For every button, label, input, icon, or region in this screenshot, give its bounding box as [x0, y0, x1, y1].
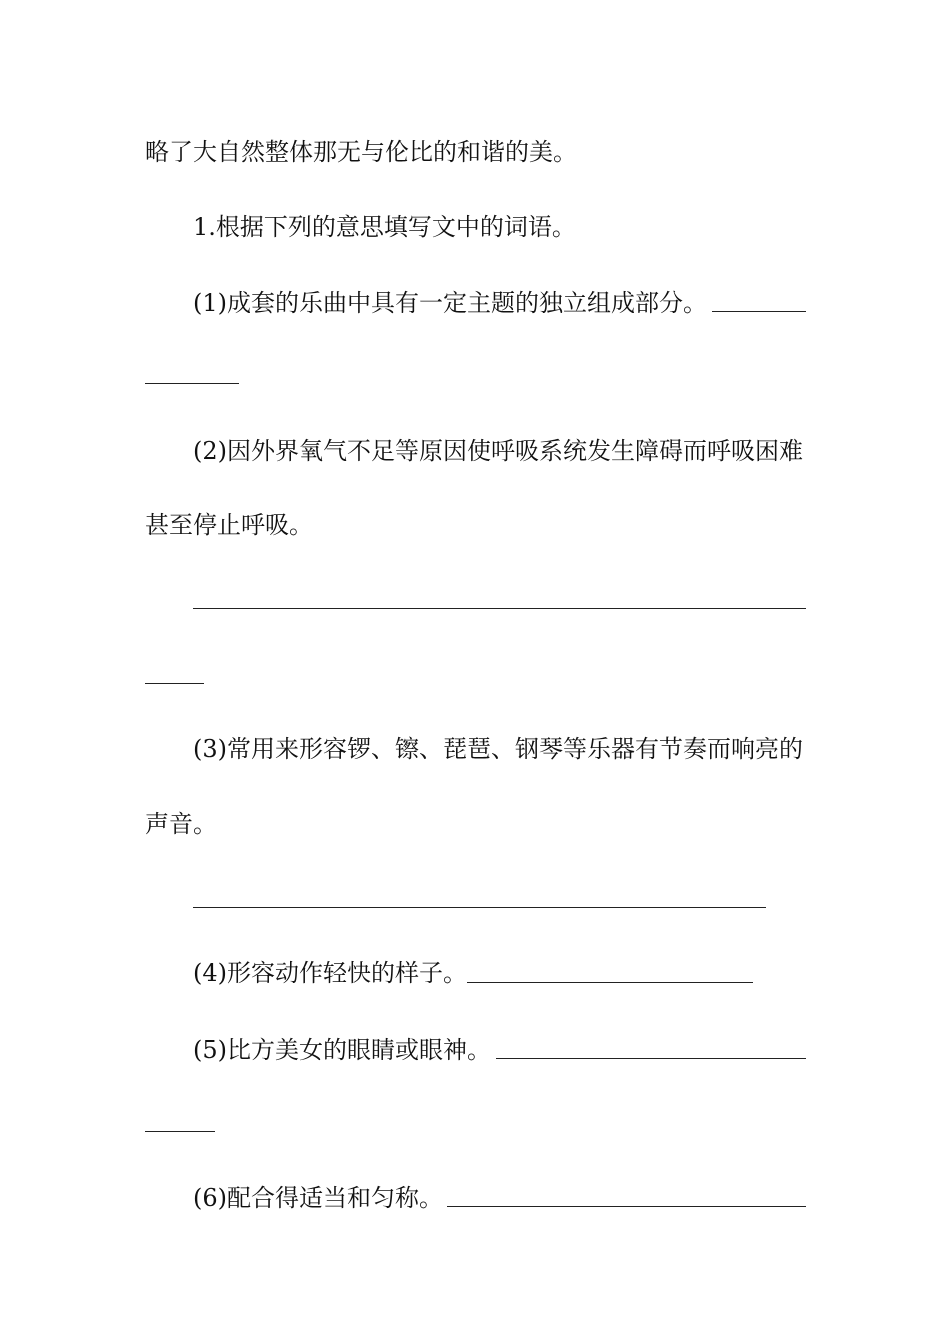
item-5-answer-blank-cont[interactable]: [145, 1131, 215, 1132]
item-5-answer-blank[interactable]: [496, 1058, 806, 1059]
continuation-text: 略了大自然整体那无与伦比的和谐的美。: [145, 138, 577, 166]
item-3-text-line2: 声音。: [145, 810, 217, 838]
question-title: 1.根据下列的意思填写文中的词语。: [193, 213, 576, 241]
item-2-answer-blank[interactable]: [193, 608, 806, 609]
item-1-text: (1)成套的乐曲中具有一定主题的独立组成部分。: [193, 289, 707, 317]
item-6-text: (6)配合得适当和匀称。: [193, 1184, 443, 1212]
item-1-answer-blank-cont[interactable]: [145, 383, 239, 384]
item-5-text: (5)比方美女的眼睛或眼神。: [193, 1036, 491, 1064]
item-3-answer-blank[interactable]: [193, 907, 766, 908]
item-6-answer-blank[interactable]: [447, 1206, 806, 1207]
item-4-answer-blank[interactable]: [467, 982, 753, 983]
item-4-text: (4)形容动作轻快的样子。: [193, 959, 467, 987]
item-1-answer-blank[interactable]: [712, 311, 806, 312]
item-2-text-line2: 甚至停止呼吸。: [145, 511, 313, 539]
item-3-text-line1: (3)常用来形容锣、镲、琵琶、钢琴等乐器有节奏而响亮的: [193, 735, 803, 763]
item-2-answer-blank-cont[interactable]: [145, 683, 204, 684]
item-2-text-line1: (2)因外界氧气不足等原因使呼吸系统发生障碍而呼吸困难: [193, 437, 803, 465]
